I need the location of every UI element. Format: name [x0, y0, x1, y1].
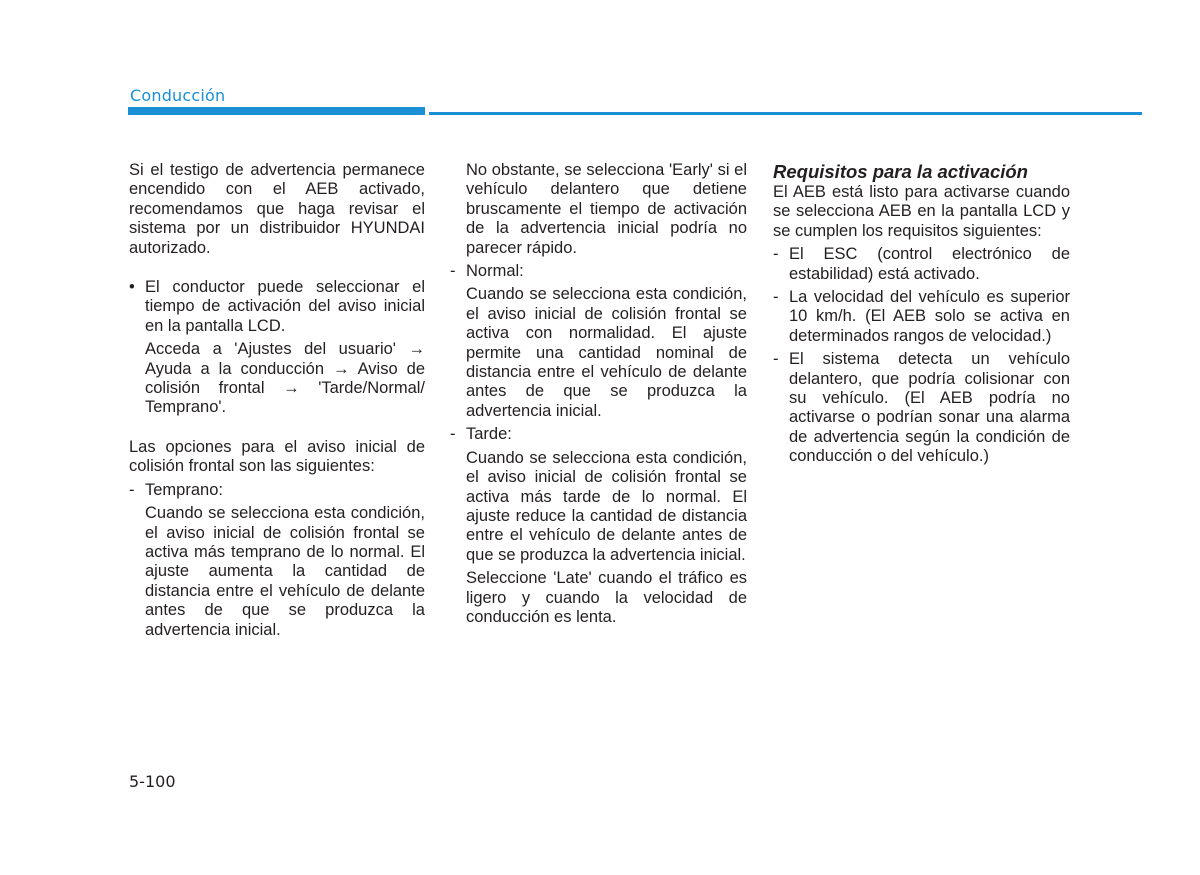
option-late-label: Tarde:: [466, 425, 512, 444]
activation-intro-paragraph: El AEB está listo para activarse cuando se selecciona AEB en la pantalla LCD y se cumplen los requisitos siguientes:: [773, 183, 1070, 240]
requirement-text: El ESC (control electrónico de estabilidad) está activado.: [789, 245, 1070, 283]
dash-marker: -: [773, 288, 779, 307]
page-number: 5-100: [129, 772, 176, 791]
late-recommendation-paragraph: Seleccione 'Late' cuando el tráfico es ligero y cuando la velocidad de conducción es lenta.: [466, 569, 747, 626]
requirement-text: La velocidad del vehículo es superior 10 km/h. (El AEB solo se activa en determinados rangos de velocidad.): [789, 288, 1070, 345]
bullet-text: El conductor puede seleccionar el tiempo de activación del aviso inicial en la pantalla LCD.: [145, 278, 425, 335]
requirement-item: [773, 245, 1070, 284]
dash-marker: -: [450, 425, 456, 444]
options-intro-paragraph: Las opciones para el aviso inicial de colisión frontal son las siguientes:: [129, 437, 425, 476]
option-normal-item: [450, 262, 747, 281]
requirement-item: [773, 288, 1070, 346]
option-late-description: Cuando se selecciona esta condición, el aviso inicial de colisión frontal se activa más tarde de lo normal. El ajuste reduce la cantidad de distancia entre el vehículo de delante antes de que se produzca la advertencia inicial.: [466, 448, 747, 564]
option-early-label: Temprano:: [145, 480, 223, 499]
text-column-left: [129, 161, 425, 640]
requirement-item: [773, 350, 1070, 466]
section-header-title: Conducción: [130, 86, 226, 105]
option-early-item: [129, 481, 425, 500]
text-column-middle: [450, 161, 747, 627]
text-column-right: [773, 161, 1070, 467]
option-late-item: [450, 425, 747, 444]
dash-marker: -: [450, 262, 456, 281]
dash-marker: -: [773, 245, 779, 264]
requirement-text: El sistema detecta un vehículo delantero, que podría colisionar con su vehículo. (El AEB podría no activarse o podrían sonar una alarma de advertencia según la condición de conducción o del vehículo.): [789, 350, 1070, 466]
warning-light-paragraph: Si el testigo de advertencia permanece encendido con el AEB activado, recomendamos que haga revisar el sistema por un distribuidor HYUNDAI autorizado.: [129, 161, 425, 257]
header-rule-thin: [429, 112, 1142, 115]
bullet-marker: •: [129, 278, 135, 297]
option-normal-label: Normal:: [466, 262, 524, 281]
settings-path-paragraph: Acceda a 'Ajustes del usuario' → Ayuda a la conducción → Aviso de colisión frontal → 'Tarde/Normal/ Temprano'.: [145, 340, 425, 417]
dash-marker: -: [773, 350, 779, 369]
option-normal-description: Cuando se selecciona esta condición, el aviso inicial de colisión frontal se activa con normalidad. El ajuste permite una cantidad nominal de distancia entre el vehículo de delante antes de que se produzca la advertencia inicial.: [466, 285, 747, 420]
option-early-description: Cuando se selecciona esta condición, el aviso inicial de colisión frontal se activa más temprano de lo normal. El ajuste aumenta la cantidad de distancia entre el vehículo de delante antes de que se produzca la advertencia inicial.: [145, 504, 425, 639]
activation-requirements-heading: Requisitos para la activación: [773, 161, 1028, 182]
bullet-item: [129, 278, 425, 336]
header-rule-thick: [128, 107, 425, 115]
dash-marker: -: [129, 480, 135, 499]
early-note-paragraph: No obstante, se selecciona 'Early' si el vehículo delantero que detiene bruscamente el tiempo de activación de la advertencia inicial podría no parecer rápido.: [466, 161, 747, 257]
